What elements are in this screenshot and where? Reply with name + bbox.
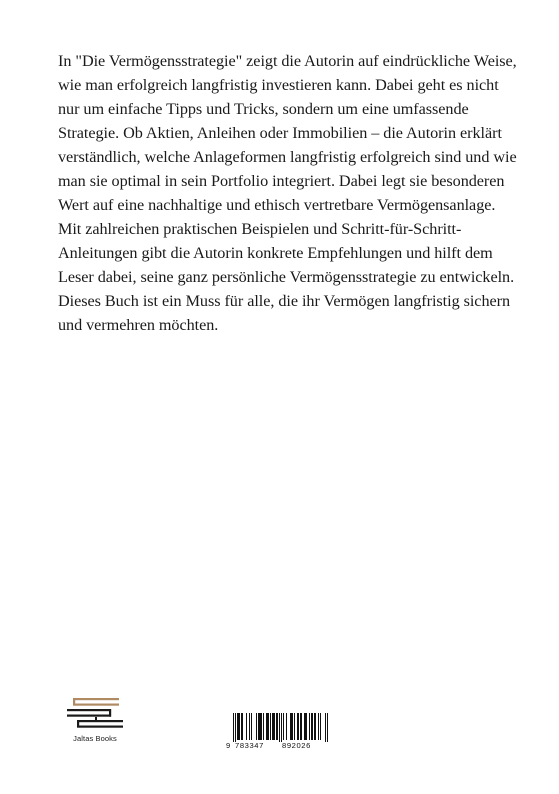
barcode-bar — [294, 713, 295, 740]
barcode-bar — [233, 713, 234, 742]
barcode-bar — [305, 713, 306, 740]
barcode-bar — [312, 713, 313, 740]
barcode-bar — [235, 713, 236, 742]
barcode-bar — [314, 713, 315, 740]
barcode-bar — [291, 713, 292, 740]
barcode-bar — [320, 713, 321, 740]
isbn-barcode — [226, 712, 330, 752]
stacked-books-icon — [65, 693, 127, 733]
isbn-first-digit: 9 — [226, 741, 231, 750]
isbn-right-group: 892026 — [282, 741, 311, 750]
barcode-bar — [238, 713, 239, 740]
barcode-bar — [270, 713, 271, 740]
barcode-bar — [327, 713, 328, 742]
publisher-name: Jaltas Books — [73, 734, 117, 743]
back-cover-blurb: In "Die Vermögensstrategie" zeigt die Autorin auf eindrückliche Weise, wie man erfolgreich langfristig investieren kann. Dabei geht es nicht nur um einfache Tipps und Tricks, sondern um eine umfassende Strategie. Ob Aktien, Anleihen oder Immobilien – die Autorin erklärt verständlich, welche Anlageformen langfristig erfolgreich sind und wie man sie optimal in sein Portfolio integriert. Dabei legt sie besonderen Wert auf eine nachhaltige und ethisch vertretbare Vermögensanlage. Mit zahlreichen praktischen Beispielen und Schritt-für-Schritt-Anleitungen gibt die Autorin konkrete Empfehlungen und hilft dem Leser dabei, seine ganz persönliche Vermögensstrategie zu entwickeln. Dieses Buch ist ein Muss für alle, die ihr Vermögen langfristig sichern und vermehren möchten. — [58, 52, 517, 334]
barcode-bar — [309, 713, 310, 740]
barcode-bar — [259, 713, 260, 740]
barcode-bar — [256, 713, 257, 740]
barcode-bar — [242, 713, 243, 740]
isbn-left-group: 783347 — [235, 741, 264, 750]
barcode-bar — [281, 713, 282, 742]
barcode-bar — [298, 713, 299, 740]
barcode-bar — [279, 713, 280, 742]
barcode-bar — [258, 713, 259, 740]
barcode-bar — [274, 713, 275, 740]
barcode-bar — [267, 713, 268, 740]
barcode-bar — [301, 713, 302, 740]
barcode-bar — [304, 713, 305, 740]
barcode-bar — [268, 713, 269, 740]
barcode-bar — [263, 713, 264, 740]
barcode-bar — [249, 713, 250, 740]
barcode-bar — [276, 713, 277, 740]
barcode-bar — [292, 713, 293, 740]
barcode-bar — [272, 713, 273, 740]
isbn-digits — [226, 741, 330, 751]
publisher-logo — [62, 693, 136, 749]
barcode-bar — [277, 713, 278, 740]
barcode-bar — [261, 713, 262, 740]
barcode-bar — [290, 713, 291, 740]
barcode-bar — [311, 713, 312, 740]
barcode-bar — [286, 713, 287, 740]
barcode-bar — [306, 713, 307, 740]
barcode-bar — [237, 713, 238, 740]
barcode-bar — [283, 713, 284, 740]
barcode-bar — [246, 713, 247, 740]
barcode-bar — [315, 713, 316, 740]
barcode-bar — [273, 713, 274, 740]
barcode-bar — [297, 713, 298, 740]
barcode-bar — [241, 713, 242, 740]
barcode-bar — [251, 713, 252, 740]
barcode-bar — [260, 713, 261, 740]
barcode-bar — [300, 713, 301, 740]
barcode-bar — [266, 713, 267, 740]
barcode-bar — [318, 713, 319, 740]
barcode-bar — [325, 713, 326, 742]
barcode-bar — [239, 713, 240, 740]
barcode-bars — [226, 712, 330, 742]
